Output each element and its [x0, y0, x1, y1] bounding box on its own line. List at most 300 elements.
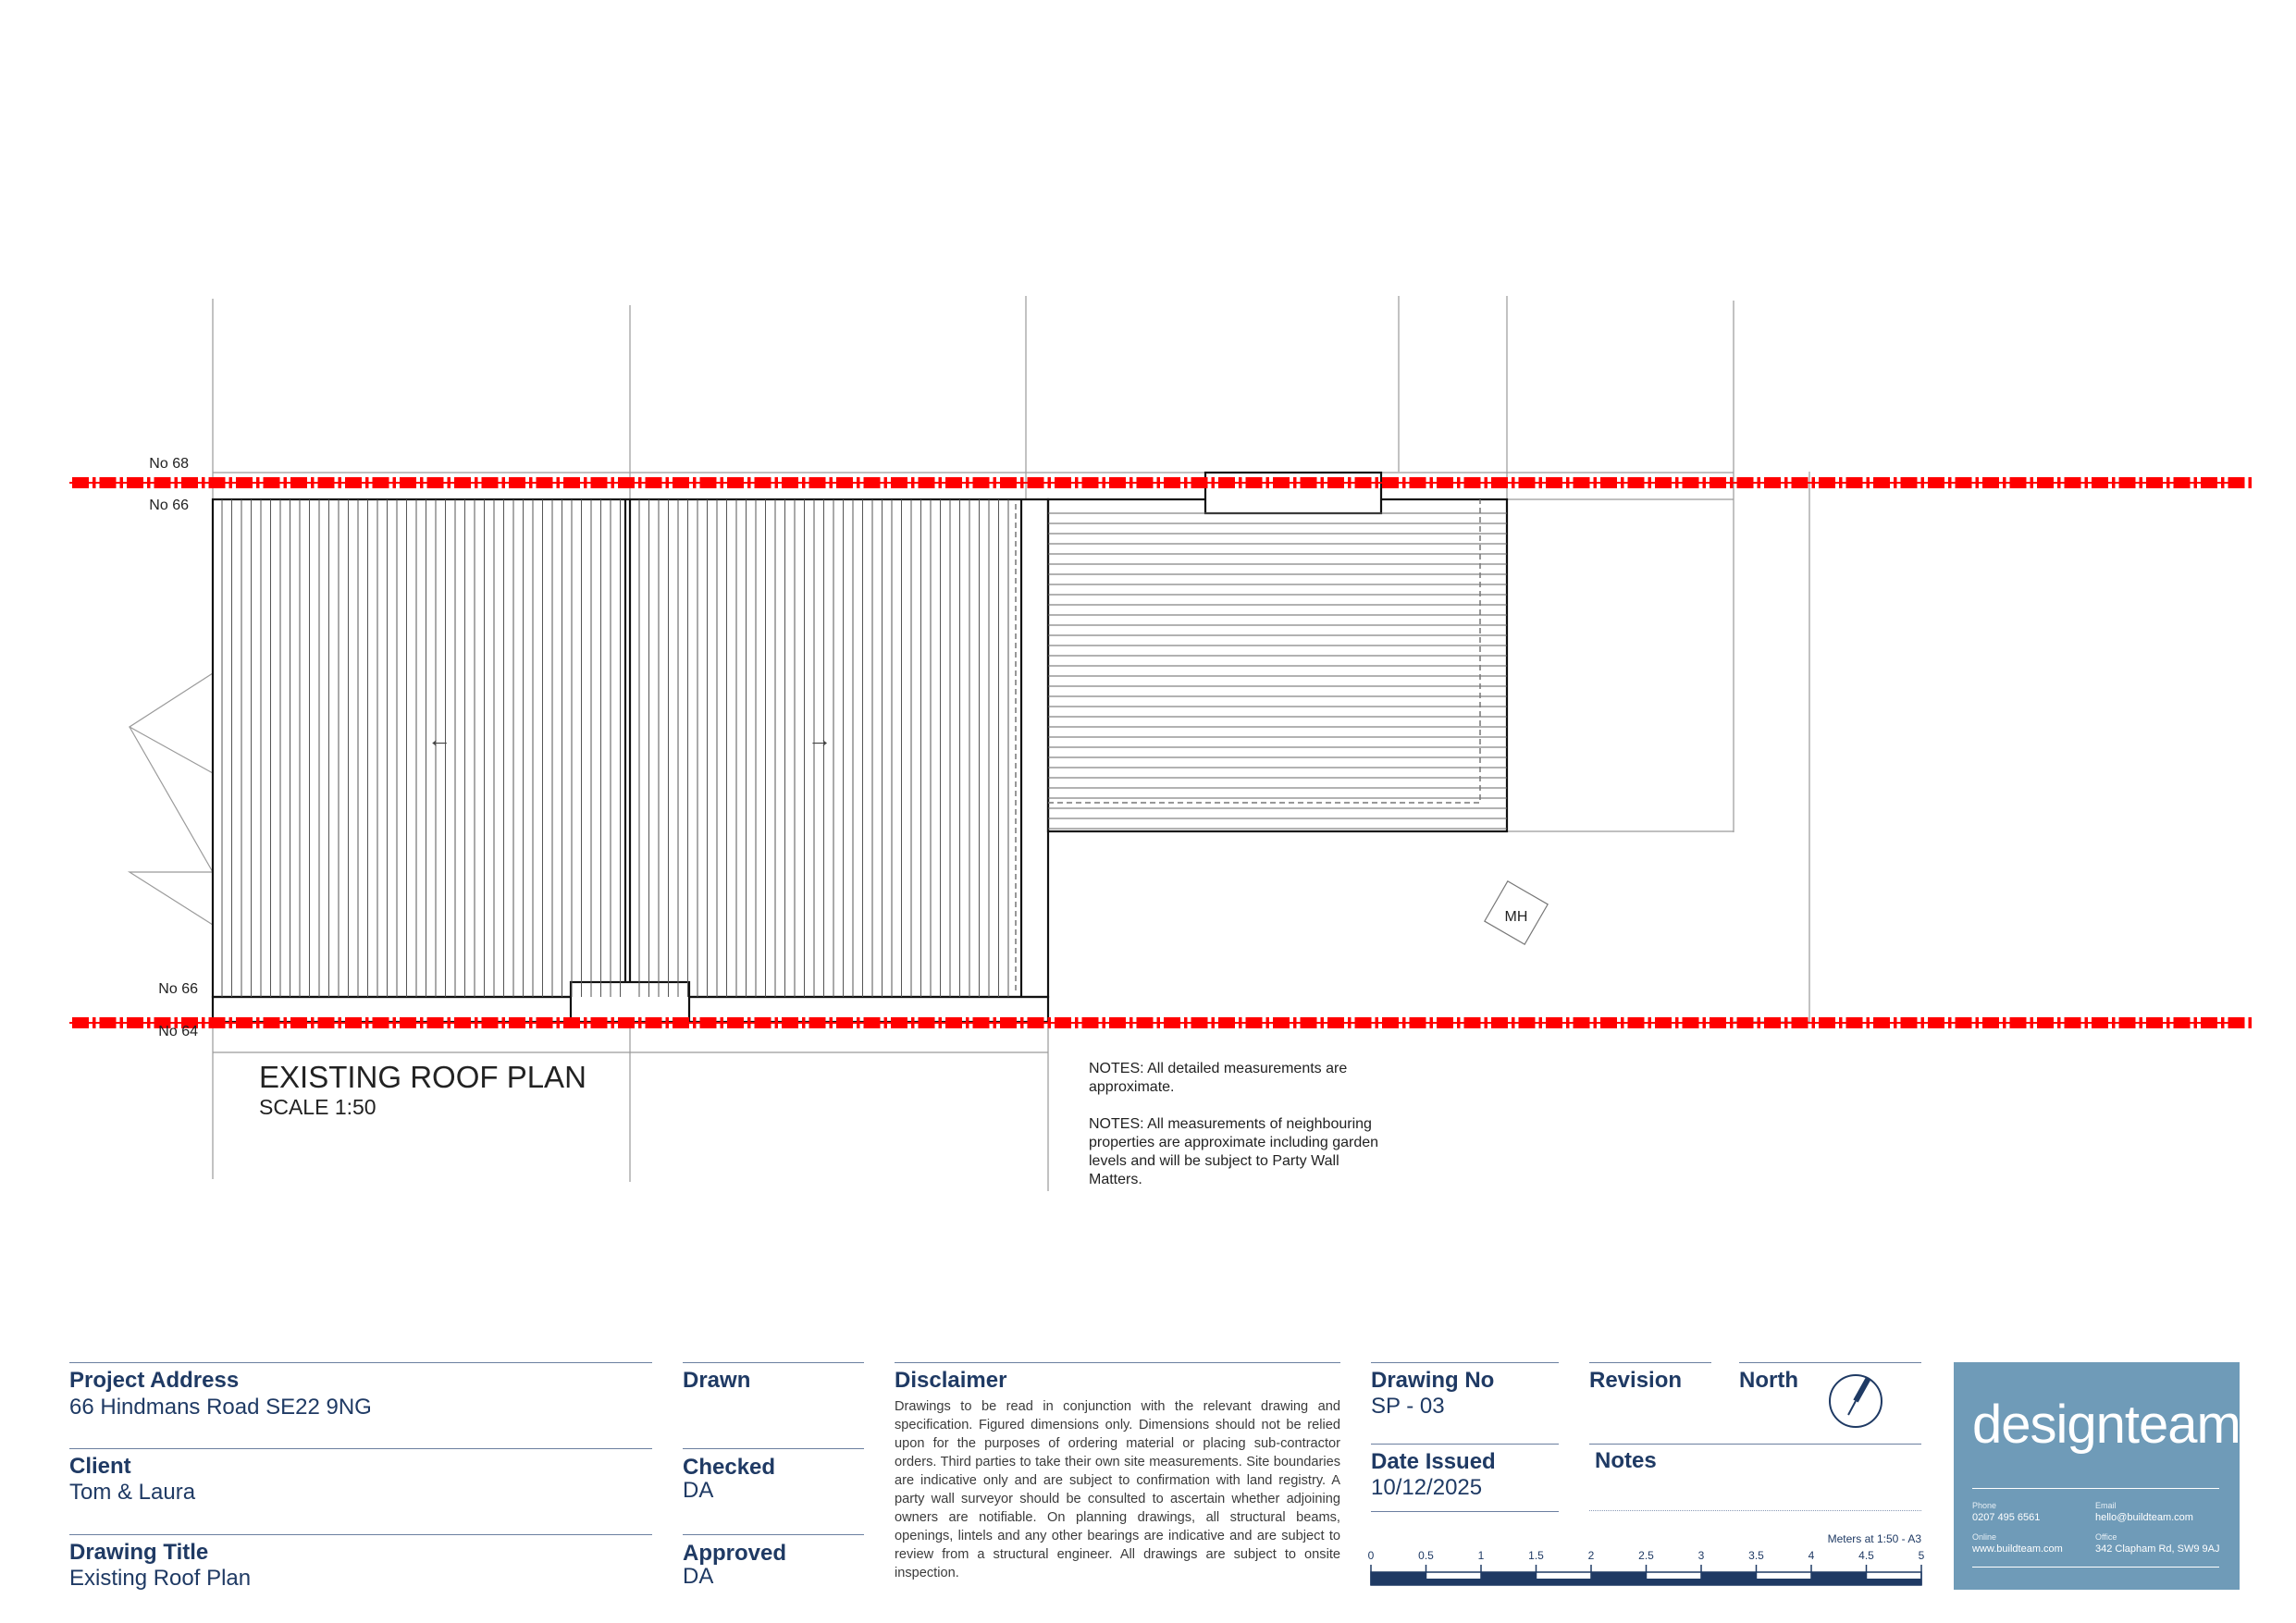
boundary-dash — [1519, 477, 1536, 488]
boundary-dash — [1519, 1017, 1536, 1028]
boundary-dash — [1819, 1017, 1835, 1028]
boundary-dash — [2228, 1017, 2245, 1028]
scale-segment — [1647, 1579, 1702, 1585]
boundary-dot — [2031, 477, 2034, 488]
boundary-dot — [1402, 477, 1406, 488]
boundary-dot — [1321, 477, 1325, 488]
boundary-dash — [1737, 1017, 1754, 1028]
boundary-dot — [1621, 477, 1624, 488]
rule — [69, 1534, 652, 1535]
boundary-dash — [1737, 477, 1754, 488]
boundary-dash — [427, 1017, 444, 1028]
note-line: NOTES: All measurements of neighbouring — [1089, 1116, 1372, 1132]
boundary-dot — [229, 477, 233, 488]
flat-roof-dashed-outline — [1016, 499, 1480, 991]
boundary-dash — [236, 477, 253, 488]
boundary-dot — [2221, 1017, 2225, 1028]
boundary-dash — [2119, 1017, 2136, 1028]
boundary-dot — [229, 1017, 233, 1028]
boundary-dash — [563, 477, 580, 488]
roof-tile-lines-vertical — [222, 499, 1008, 997]
boundary-dot — [448, 1017, 451, 1028]
boundary-dash — [2228, 477, 2245, 488]
boundary-dot — [147, 477, 151, 488]
boundary-dash — [1246, 477, 1263, 488]
boundary-dot — [1539, 1017, 1543, 1028]
boundary-dot — [529, 1017, 533, 1028]
boundary-dash — [2119, 477, 2136, 488]
boundary-dot — [638, 1017, 642, 1028]
boundary-dot — [365, 1017, 369, 1028]
boundary-dash — [1191, 477, 1208, 488]
scale-segment — [1371, 1572, 1426, 1585]
note-line: levels and will be subject to Party Wall — [1089, 1153, 1339, 1169]
boundary-dot — [1758, 477, 1761, 488]
boundary-dot — [1103, 477, 1106, 488]
boundary-dot — [884, 477, 888, 488]
boundary-dash — [1082, 1017, 1099, 1028]
office-label: Office — [2095, 1532, 2117, 1542]
boundary-dot — [120, 1017, 124, 1028]
boundary-dash — [591, 1017, 608, 1028]
boundary-dash — [646, 477, 662, 488]
boundary-dot — [584, 477, 587, 488]
boundary-dot — [666, 477, 670, 488]
boundary-dot — [2112, 1017, 2116, 1028]
boundary-dash — [1901, 477, 1918, 488]
boundary-dash — [127, 1017, 143, 1028]
rule — [1739, 1362, 1921, 1363]
boundary-dash — [2201, 477, 2217, 488]
boundary-dash — [1301, 477, 1317, 488]
boundary-dot — [2112, 477, 2116, 488]
scale-tick-label: 4.5 — [1858, 1549, 1874, 1562]
boundary-dash — [673, 477, 689, 488]
boundary-dot — [1648, 477, 1652, 488]
boundary-dot — [747, 1017, 751, 1028]
date-issued: 10/12/2025 — [1371, 1475, 1483, 1500]
boundary-dash — [1792, 477, 1808, 488]
boundary-dash — [373, 477, 389, 488]
boundary-dot — [721, 477, 724, 488]
boundary-dot — [1839, 1017, 1843, 1028]
boundary-dash — [2146, 1017, 2163, 1028]
date-issued-label: Date Issued — [1371, 1449, 1496, 1474]
rule — [1589, 1362, 1711, 1363]
boundary-dot — [1812, 477, 1816, 488]
boundary-dash — [782, 1017, 798, 1028]
boundary-dot — [1048, 477, 1052, 488]
scale-segment — [1481, 1572, 1537, 1585]
boundary-dash — [2065, 1017, 2081, 1028]
boundary-dash — [1574, 1017, 1590, 1028]
boundary-dash — [2037, 477, 2054, 488]
boundary-dot — [775, 1017, 779, 1028]
boundary-dash — [72, 477, 89, 488]
boundary-dot — [365, 477, 369, 488]
boundary-dot — [2249, 477, 2253, 488]
boundary-dot — [1430, 477, 1434, 488]
website-link[interactable]: www.buildteam.com — [1972, 1543, 2063, 1555]
scale-tick-label: 1 — [1477, 1549, 1485, 1562]
boundary-dash — [264, 477, 280, 488]
boundary-dash — [400, 1017, 416, 1028]
boundary-dot — [284, 1017, 288, 1028]
note-line: NOTES: All detailed measurements are — [1089, 1061, 1348, 1076]
checked: DA — [683, 1478, 714, 1503]
boundary-dash — [1655, 1017, 1672, 1028]
boundary-dash — [591, 477, 608, 488]
boundary-dot — [420, 1017, 424, 1028]
scale-segment — [1426, 1579, 1482, 1585]
boundary-dash — [1410, 477, 1426, 488]
project-address-label: Project Address — [69, 1368, 240, 1393]
boundary-dot — [1376, 1017, 1379, 1028]
boundary-dash — [1437, 1017, 1453, 1028]
boundary-dot — [1184, 477, 1188, 488]
boundary-dash — [646, 1017, 662, 1028]
boundary-dot — [284, 477, 288, 488]
boundary-dot — [1812, 1017, 1816, 1028]
note-line: Matters. — [1089, 1172, 1142, 1187]
boundary-dot — [420, 477, 424, 488]
boundary-dot — [1266, 1017, 1270, 1028]
boundary-dash — [400, 477, 416, 488]
boundary-dash — [345, 1017, 362, 1028]
boundary-dash — [1191, 1017, 1208, 1028]
boundary-dot — [1157, 477, 1161, 488]
boundary-dash — [919, 1017, 935, 1028]
neighbour-label-no68: No 68 — [149, 456, 189, 472]
boundary-dash — [1873, 477, 1890, 488]
plan-scale: SCALE 1:50 — [259, 1095, 376, 1119]
boundary-dot — [1867, 477, 1870, 488]
boundary-dash — [537, 477, 553, 488]
boundary-dot — [557, 1017, 561, 1028]
scale-tick-label: 3.5 — [1748, 1549, 1764, 1562]
boundary-dash — [1028, 1017, 1044, 1028]
boundary-dash — [236, 1017, 253, 1028]
boundary-dot — [1321, 1017, 1325, 1028]
boundary-dash — [1491, 1017, 1508, 1028]
boundary-dot — [611, 1017, 615, 1028]
disclaimer-label: Disclaimer — [895, 1368, 1007, 1393]
boundary-dash — [1710, 477, 1726, 488]
boundary-dot — [775, 477, 779, 488]
boundary-dash — [264, 1017, 280, 1028]
boundary-dot — [966, 477, 969, 488]
rule — [1371, 1362, 1559, 1363]
boundary-dash — [1628, 477, 1645, 488]
boundary-dash — [1000, 1017, 1017, 1028]
boundary-dot — [1239, 477, 1242, 488]
boundary-dot — [693, 477, 697, 488]
boundary-dash — [1956, 1017, 1972, 1028]
boundary-dot — [1594, 477, 1598, 488]
boundary-dot — [1212, 477, 1216, 488]
boundary-dash — [1327, 477, 1344, 488]
boundary-dot — [2249, 1017, 2253, 1028]
checked-label: Checked — [683, 1455, 776, 1480]
boundary-dot — [2140, 477, 2143, 488]
boundary-dot — [857, 1017, 860, 1028]
boundary-dot — [584, 1017, 587, 1028]
boundary-dash — [1982, 477, 1999, 488]
boundary-dot — [1675, 1017, 1679, 1028]
drawing-title-label: Drawing Title — [69, 1540, 209, 1565]
boundary-dash — [482, 1017, 499, 1028]
boundary-dash — [1082, 477, 1099, 488]
boundary-dot — [966, 1017, 969, 1028]
scale-segment — [1757, 1579, 1812, 1585]
scale-bar — [1368, 1532, 1925, 1585]
rule — [1589, 1444, 1921, 1445]
online-label: Online — [1972, 1532, 1997, 1542]
boundary-dash — [919, 477, 935, 488]
boundary-dot — [1430, 1017, 1434, 1028]
boundary-dash — [1382, 1017, 1399, 1028]
boundary-dot — [1457, 1017, 1461, 1028]
boundary-dot — [1621, 1017, 1624, 1028]
boundary-dash — [290, 477, 307, 488]
boundary-dot — [1784, 477, 1788, 488]
north-label: North — [1739, 1368, 1798, 1393]
boundary-dash — [509, 477, 525, 488]
boundary-dot — [529, 477, 533, 488]
boundary-dot — [1402, 1017, 1406, 1028]
boundary-dot — [1539, 477, 1543, 488]
boundary-dot — [994, 1017, 997, 1028]
boundary-dash — [973, 477, 990, 488]
boundary-dash — [1164, 1017, 1180, 1028]
boundary-dot — [1293, 477, 1297, 488]
scale-segment — [1537, 1579, 1592, 1585]
boundary-dot — [1266, 477, 1270, 488]
boundary-dot — [1784, 1017, 1788, 1028]
boundary-dash — [1846, 1017, 1863, 1028]
slope-arrow-right: → — [808, 725, 832, 753]
boundary-dot — [1730, 1017, 1734, 1028]
boundary-dot — [666, 1017, 670, 1028]
slope-arrow-left: ← — [427, 725, 451, 753]
boundary-dash — [1437, 477, 1453, 488]
boundary-dot — [1730, 477, 1734, 488]
boundary-dot — [693, 1017, 697, 1028]
boundary-dot — [256, 1017, 260, 1028]
boundary-dot — [475, 477, 478, 488]
boundary-dash — [345, 477, 362, 488]
boundary-dash — [537, 1017, 553, 1028]
rule — [895, 1362, 1340, 1363]
boundary-dash — [1982, 1017, 1999, 1028]
boundary-dash — [1000, 477, 1017, 488]
boundary-dot — [1675, 477, 1679, 488]
rule — [1371, 1511, 1559, 1512]
approved-label: Approved — [683, 1541, 787, 1566]
boundary-dot — [911, 477, 915, 488]
logo-divider — [1972, 1567, 2219, 1568]
email-label: Email — [2095, 1501, 2117, 1510]
boundary-dot — [93, 477, 96, 488]
approved: DA — [683, 1564, 714, 1589]
boundary-dot — [1129, 477, 1133, 488]
boundary-dot — [611, 477, 615, 488]
boundary-dot — [2031, 1017, 2034, 1028]
boundary-dash — [1327, 1017, 1344, 1028]
boundary-dot — [1648, 1017, 1652, 1028]
boundary-dash — [1137, 1017, 1154, 1028]
boundary-dot — [2003, 1017, 2006, 1028]
boundary-dash — [673, 1017, 689, 1028]
boundary-dash — [755, 1017, 772, 1028]
boundary-dot — [884, 1017, 888, 1028]
boundary-dot — [2003, 477, 2006, 488]
boundary-dot — [2166, 1017, 2170, 1028]
boundary-dot — [502, 477, 506, 488]
boundary-dot — [994, 477, 997, 488]
boundary-dash — [2065, 477, 2081, 488]
boundary-dot — [1075, 1017, 1079, 1028]
boundary-dash — [100, 1017, 117, 1028]
phone[interactable]: 0207 495 6561 — [1972, 1512, 2041, 1523]
boundary-dot — [147, 1017, 151, 1028]
boundary-dash — [1464, 1017, 1481, 1028]
company-logo-wordmark: designteam — [1972, 1395, 2240, 1455]
email-link[interactable]: hello@buildteam.com — [2095, 1512, 2193, 1523]
scale-tick-label: 3 — [1697, 1549, 1705, 1562]
boundary-dash — [2174, 1017, 2191, 1028]
boundary-dash — [864, 477, 881, 488]
boundary-dash — [1574, 477, 1590, 488]
boundary-dot — [1894, 1017, 1897, 1028]
boundary-dot — [557, 477, 561, 488]
boundary-dot — [1921, 1017, 1925, 1028]
neighbour-label-no66-top: No 66 — [149, 498, 189, 513]
boundary-dash — [1055, 1017, 1071, 1028]
party-wall-boundary-bottom — [69, 1017, 2252, 1028]
scale-bar-caption: Meters at 1:50 - A3 — [1827, 1532, 1921, 1545]
boundary-dash — [1355, 477, 1372, 488]
boundary-dot — [1075, 477, 1079, 488]
boundary-dash — [891, 477, 907, 488]
boundary-dot — [1293, 1017, 1297, 1028]
boundary-dash — [1683, 477, 1699, 488]
boundary-dash — [1956, 477, 1972, 488]
boundary-dot — [1020, 1017, 1024, 1028]
boundary-dash — [1764, 477, 1781, 488]
boundary-dash — [1846, 477, 1863, 488]
boundary-dot — [1457, 477, 1461, 488]
boundary-dot — [1703, 477, 1707, 488]
client: Tom & Laura — [69, 1480, 196, 1505]
scale-tick-label: 5 — [1918, 1549, 1925, 1562]
boundary-dash — [755, 477, 772, 488]
boundary-dash — [2201, 1017, 2217, 1028]
boundary-dot — [1512, 1017, 1515, 1028]
boundary-dash — [454, 1017, 471, 1028]
boundary-dash — [973, 1017, 990, 1028]
scale-tick-label: 0 — [1367, 1549, 1375, 1562]
revision-label: Revision — [1589, 1368, 1683, 1393]
boundary-dash — [727, 477, 744, 488]
boundary-dash — [154, 477, 171, 488]
neighbour-label-no64: No 64 — [158, 1024, 198, 1039]
boundary-dot — [1020, 477, 1024, 488]
boundary-dash — [1218, 1017, 1235, 1028]
boundary-dot — [830, 477, 833, 488]
boundary-dot — [256, 477, 260, 488]
boundary-dot — [2194, 1017, 2198, 1028]
boundary-dash — [373, 1017, 389, 1028]
scale-segment — [1811, 1572, 1867, 1585]
rule — [683, 1362, 864, 1363]
boundary-dot — [393, 477, 397, 488]
boundary-dash — [2010, 477, 2027, 488]
boundary-dash — [1710, 1017, 1726, 1028]
boundary-dot — [1348, 477, 1352, 488]
boundary-dot — [2194, 477, 2198, 488]
boundary-dash — [1628, 1017, 1645, 1028]
boundary-dot — [311, 477, 315, 488]
boundary-dash — [2174, 477, 2191, 488]
boundary-dash — [1246, 1017, 1263, 1028]
boundary-dash — [1491, 477, 1508, 488]
office-address: 342 Clapham Rd, SW9 9AJ — [2095, 1543, 2220, 1555]
client-label: Client — [69, 1454, 131, 1479]
boundary-dot — [939, 477, 943, 488]
roof-tile-lines-horizontal — [1048, 513, 1507, 829]
boundary-dot — [1212, 1017, 1216, 1028]
boundary-dot — [2140, 1017, 2143, 1028]
boundary-dash — [563, 1017, 580, 1028]
rule — [69, 1448, 652, 1449]
boundary-dash — [2092, 1017, 2108, 1028]
drawing-no: SP - 03 — [1371, 1394, 1445, 1419]
boundary-dot — [1867, 1017, 1870, 1028]
boundary-dash — [127, 477, 143, 488]
drawing-no-label: Drawing No — [1371, 1368, 1495, 1393]
boundary-dash — [72, 1017, 89, 1028]
scale-segment — [1701, 1572, 1757, 1585]
boundary-dash — [318, 477, 335, 488]
boundary-dash — [727, 1017, 744, 1028]
boundary-dash — [782, 477, 798, 488]
boundary-dot — [339, 477, 342, 488]
boundary-dot — [311, 1017, 315, 1028]
boundary-dash — [509, 1017, 525, 1028]
north-arrow — [1830, 1375, 1882, 1427]
logo-divider — [1972, 1488, 2219, 1489]
boundary-dash — [1382, 477, 1399, 488]
boundary-dot — [1566, 477, 1570, 488]
boundary-dash — [427, 477, 444, 488]
boundary-dash — [1109, 477, 1126, 488]
boundary-dot — [1976, 1017, 1980, 1028]
boundary-dot — [1566, 1017, 1570, 1028]
boundary-dot — [1512, 477, 1515, 488]
boundary-dot — [393, 1017, 397, 1028]
boundary-dash — [1164, 477, 1180, 488]
boundary-dot — [1485, 477, 1488, 488]
boundary-dash — [700, 477, 717, 488]
note-line: properties are approximate including garden — [1089, 1135, 1379, 1150]
boundary-dash — [1028, 477, 1044, 488]
boundary-dot — [202, 1017, 205, 1028]
boundary-dot — [448, 477, 451, 488]
scale-tick-label: 2 — [1587, 1549, 1595, 1562]
boundary-dot — [1594, 1017, 1598, 1028]
boundary-dot — [2221, 477, 2225, 488]
